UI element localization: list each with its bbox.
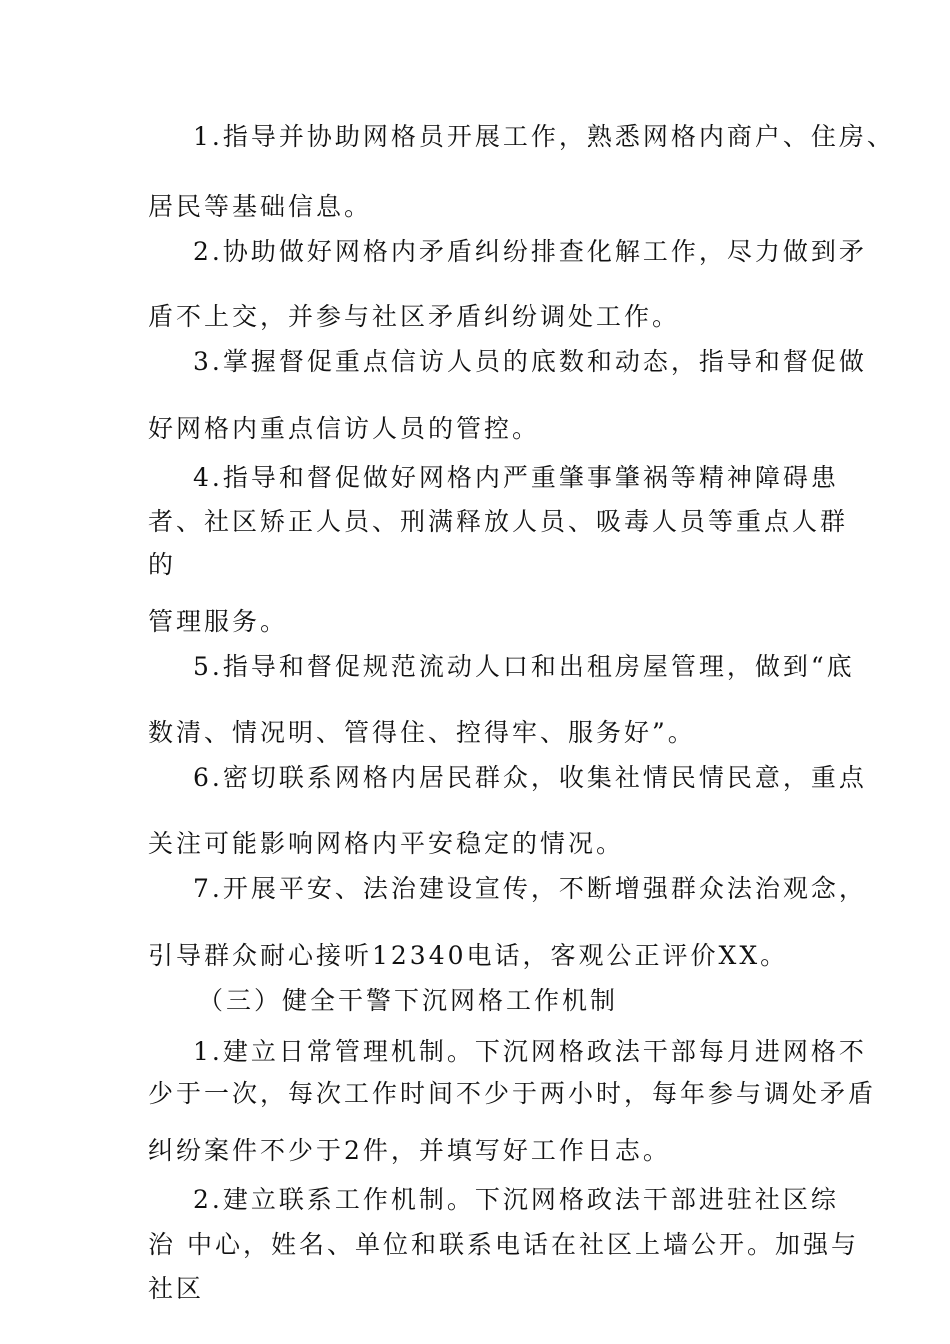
mechanism-1-line-3: 纠纷案件不少于2件，并填写好工作日志。: [148, 1136, 671, 1165]
paragraph-2-line-2: 盾不上交，并参与社区矛盾纠纷调处工作。: [148, 302, 681, 331]
paragraph-1-line-1: 1.指导并协助网格员开展工作，熟悉网格内商户、住房、: [193, 122, 895, 151]
paragraph-4-line-4: 管理服务。: [148, 607, 289, 636]
mechanism-2-line-2: 治 中心，姓名、单位和联系电话在社区上墙公开。加强与: [148, 1230, 859, 1259]
mechanism-1-line-1: 1.建立日常管理机制。下沉网格政法干部每月进网格不: [193, 1037, 867, 1066]
section-heading: （三）健全干警下沉网格工作机制: [198, 986, 619, 1015]
paragraph-7-line-1: 7.开展平安、法治建设宣传，不断增强群众法治观念，: [193, 874, 867, 903]
paragraph-4-line-2: 者、社区矫正人员、刑满释放人员、吸毒人员等重点人群: [148, 507, 849, 536]
mechanism-2-line-1: 2.建立联系工作机制。下沉网格政法干部进驻社区综: [193, 1185, 839, 1214]
paragraph-6-line-2: 关注可能影响网格内平安稳定的情况。: [148, 829, 625, 858]
paragraph-3-line-1: 3.掌握督促重点信访人员的底数和动态，指导和督促做: [193, 347, 867, 376]
paragraph-5-line-2: 数清、情况明、管得住、控得牢、服务好”。: [148, 718, 696, 747]
mechanism-2-line-3: 社区: [148, 1274, 205, 1303]
paragraph-4-line-1: 4.指导和督促做好网格内严重肇事肇祸等精神障碍患: [193, 463, 839, 492]
mechanism-1-line-2: 少于一次，每次工作时间不少于两小时，每年参与调处矛盾: [148, 1079, 877, 1108]
paragraph-1-line-2: 居民等基础信息。: [148, 192, 373, 221]
paragraph-7-line-2: 引导群众耐心接听12340电话，客观公正评价XX。: [148, 941, 789, 970]
paragraph-3-line-2: 好网格内重点信访人员的管控。: [148, 414, 541, 443]
paragraph-4-line-3: 的: [148, 550, 177, 579]
paragraph-2-line-1: 2.协助做好网格内矛盾纠纷排查化解工作，尽力做到矛: [193, 237, 867, 266]
paragraph-5-line-1: 5.指导和督促规范流动人口和出租房屋管理，做到“底: [193, 652, 855, 681]
paragraph-6-line-1: 6.密切联系网格内居民群众，收集社情民情民意，重点: [193, 763, 867, 792]
